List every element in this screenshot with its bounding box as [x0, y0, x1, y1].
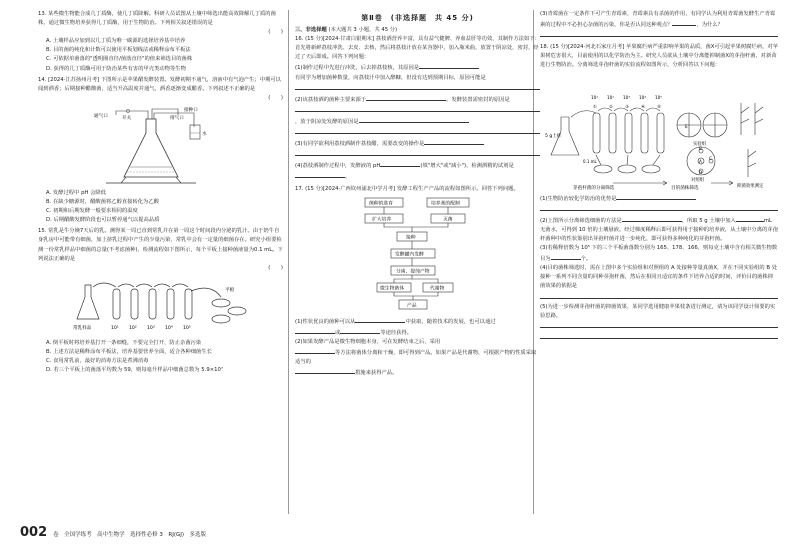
- answer-line: [295, 127, 540, 138]
- answer-blank[interactable]: [424, 138, 484, 145]
- answer-blank[interactable]: [295, 347, 335, 354]
- experiment-group-label: 实验组: [693, 141, 707, 147]
- question-13: [38, 10, 283, 74]
- answer-blank[interactable]: [540, 332, 778, 339]
- dilution-label: 10²: [607, 94, 615, 100]
- dilution-label: 10⁴: [639, 94, 647, 100]
- question-17-stem: 17. (15 分)[2024·广西钦州浦北中学月考] 发酵工程生产产品的流程如图所示。回答下列问题。: [295, 185, 519, 192]
- flow-node: 扩大培养: [371, 217, 391, 223]
- control-group-label: 对照组: [691, 177, 705, 183]
- page-number: 002: [20, 525, 48, 540]
- point-a-label: A: [699, 158, 702, 164]
- step-label: ①: [593, 104, 597, 110]
- dilution-label: 10¹: [110, 325, 119, 331]
- question-14-stem: 14. [2024·江苏扬州月考] 下图所示是苹果醋发酵装置。发酵初期不通气，溶液中有气泡产生；中期可以闻到酒香；后期接种醋酸菌，适当升高温度并通气，酒香逐渐变成醋香。下列叙述不正确的是: [38, 76, 281, 92]
- q17-part2c: 措施来获得产品。: [295, 367, 540, 378]
- vent-port-label: 通气口: [93, 113, 108, 119]
- answer-line: [295, 105, 540, 116]
- question-13-stem: 13. 某些微生物能合成几丁质酶，使几丁质降解。科研人员试图从土壤中筛选出能高效降解几丁质的菌株，通过微生物培养获得几丁质酶，用于生物防治。下列相关叙述错误的是: [38, 11, 276, 27]
- section-note: (本大题共 3 小题，共 45 分): [328, 27, 398, 34]
- q16-part3: (3)有同学欲利用荔枝酒制作荔枝醋，需要改变的操作是: [295, 138, 540, 149]
- step-label: ④: [641, 104, 645, 110]
- answer-blank[interactable]: [366, 94, 446, 101]
- answer-blank[interactable]: [622, 215, 682, 222]
- option-d: D. 获得的几丁质酶可用于防治某些有害的甲壳类动物等生物: [46, 65, 186, 72]
- volume-label: 0.1 mL: [583, 158, 597, 164]
- dilution-label: 10⁵: [182, 325, 191, 331]
- point-c-label: C: [709, 155, 712, 161]
- dilution-label: 10²: [128, 325, 137, 331]
- dilution-label: 10⁵: [655, 94, 663, 100]
- flow-node: 代谢物: [429, 286, 444, 292]
- answer-blank[interactable]: [295, 171, 345, 178]
- q18-part1: (1)生物防治较化学防治的优势是: [540, 193, 778, 204]
- q18-part3: (3)若稀释倍数为 10⁵ 下的三个平板菌落数分别为 165、178、166，则每克土壤中含有相关微生物数目为 个。: [540, 245, 778, 263]
- answer-blank[interactable]: [540, 30, 778, 37]
- q16-part4: (4)荔枝酒制作过程中，发酵液的 pH (填"增大"或"减小")，检测酒精的试剂是。: [295, 160, 540, 182]
- answer-blank[interactable]: [672, 19, 696, 26]
- flow-node: 培养基的配制: [430, 201, 460, 207]
- option-c: C. 初期和后期发酵一般要求相同的温度: [46, 208, 138, 215]
- answer-blank[interactable]: [540, 292, 778, 299]
- answer-blank[interactable]: [295, 367, 355, 374]
- water-label: 水: [201, 131, 207, 137]
- flow-node: 微生物菌体: [379, 286, 404, 292]
- fermentation-apparatus-figure: [86, 105, 236, 187]
- answer-line: [540, 204, 778, 215]
- question-16-stem: 16. (15 分)[2024·甘肃白银期末] 荔枝酒营养丰富，具有益气健脾、养血益肝等功效，其制作方法如下：首先将新鲜荔枝冲洗、去皮、去核，然后将荔枝汁放在某容器中，加入瓶米曲，放置于阴凉处，密封，经过了天后即成。回答下列问题：: [295, 36, 540, 61]
- point-e-label: E: [685, 123, 688, 129]
- option-b: B. 在缺少糖源时，醋酸菌将乙醇直接转化为乙酸: [46, 199, 159, 206]
- answer-blank[interactable]: [736, 215, 764, 222]
- answer-blank[interactable]: [295, 327, 335, 334]
- question-15-stem: 15. 常乳是牛分娩7天后的乳。测得某一周已直到常乳并在第一周这个时间段内分泌的乳汁。由于奶牛自身乳房中可能带有细菌，加上挤乳过程中产生的少量污染，常乳中会有一定量的细菌存在。研究小组要检测一份常乳样品中细菌的总量(不考虑菌种)，检测流程如下图所示，每个平板上接种菌液量为0.1 mL。下列说法正确的是: [38, 228, 283, 262]
- flow-node: 灭菌: [442, 217, 453, 223]
- dilution-label: 10³: [146, 325, 155, 331]
- target-strain-label: 目的菌株筛选: [671, 185, 699, 191]
- flow-node: 菌种的选育: [368, 201, 393, 207]
- exhaust-port-label: 排气口: [169, 115, 184, 121]
- q16-part2: (2)该荔枝酒的菌种主要来源于 。发酵装置需密封的原因是: [295, 94, 540, 105]
- q18-part2: (2)上图所示分离筛选细菌的方法是 ，所取 5 g 土壤中加入 mL 无菌水，可得到 10 倍的土壤悬液。经过梯度稀释后即可获得用于接种的培养液，从土壤中分离的芽孢杆菌种中的性状鉴别出芽孢杆菌并进一步纯化，即可获得多种纯化的芽孢杆菌。: [540, 215, 778, 244]
- answer-blank[interactable]: [295, 105, 540, 112]
- answer-blank[interactable]: [340, 327, 380, 334]
- answer-blank[interactable]: [295, 149, 540, 156]
- dilution-label: 10⁴: [164, 325, 173, 331]
- middle-column: [295, 10, 540, 380]
- section-heading: [295, 26, 540, 35]
- answer-blank[interactable]: [551, 253, 581, 260]
- dilution-label: 10³: [623, 94, 631, 100]
- flow-node: 发酵罐内发酵: [394, 252, 424, 258]
- option-a: A. 土壤样品应加到以几丁质为唯一碳源的选择培养基中培养: [46, 38, 186, 45]
- q17-part1c: 或 等途径获得。: [295, 327, 540, 338]
- plate-label: 平板: [224, 287, 234, 293]
- answer-paren: ( ): [268, 94, 283, 101]
- point-b-label: B: [699, 145, 702, 151]
- inoculation-port-label: 接种口: [183, 107, 198, 113]
- q17-part3: (3)青霉菌在一定条件下可产生青霉素，青霉素具有杀菌的作用，有同学认为利用青霉菌发酵生产青霉素的过程中不必担心杂菌的污染，你是否认同这种观点？ ，为什么？: [540, 11, 776, 29]
- page-footer: [20, 525, 206, 540]
- answer-line: [295, 149, 540, 160]
- q16-part1b: 有同学为增加菌种数量，向荔枝汁中加入酵糠，但没有达到预期目标，原因可能是: [295, 74, 486, 81]
- q18-part4: (4)目的菌株筛选时，需在上图中多个实验组和对照组的 A 处接种等量真菌X，并在不同实验组的 B 处接种一系列不同含量的同种芽孢杆菌，然后在相同且适宜的条件下培养合适的时间，评价目的菌株抑菌效果的依据是: [540, 265, 778, 290]
- option-d: D. 后期醋酸发酵阶段也可以暂停通气以提高品质: [46, 217, 160, 224]
- answer-line: [540, 30, 778, 41]
- answer-paren: ( ): [268, 29, 283, 36]
- switch-label: 开关: [121, 115, 131, 121]
- q17-part1: (1)性状优良的菌种可以从 中获取，随着技术的发展，也可以通过: [295, 316, 540, 327]
- question-17-continued: [540, 10, 778, 41]
- q17-part2: (2)如果发酵产品是微生物细胞本身，可在发酵结束之后，采用: [295, 338, 441, 345]
- option-c: C. 食用常乳前，最好的消毒方法是煮沸消毒: [46, 357, 149, 364]
- option-a: A. 倒平板时将培养基打开一条细缝，不要完全打开，防止杂菌污染: [46, 339, 202, 346]
- answer-blank[interactable]: [295, 127, 540, 134]
- option-c: C. 可依据单菌落的"透明圈直径/菌落直径"的值来筛选目的菌株: [46, 56, 193, 63]
- answer-blank[interactable]: [616, 193, 696, 200]
- soil-sample-label: 5 g土样: [545, 133, 562, 139]
- antibacterial-test-label: 抑菌效果测定: [737, 183, 764, 189]
- q16-part1: (1)制作过程中先进行冲洗，后去掉荔枝核，其原因是: [295, 62, 540, 73]
- left-column: [38, 10, 283, 377]
- answer-blank[interactable]: [355, 316, 405, 323]
- question-16: [295, 35, 540, 182]
- answer-blank[interactable]: [540, 204, 778, 211]
- flow-node: 产品: [406, 303, 417, 309]
- answer-blank[interactable]: [359, 116, 469, 123]
- right-column: [540, 10, 778, 345]
- q16-part2c: ，放于阴凉处发酵的原因是: [295, 116, 540, 127]
- column-divider: [288, 10, 289, 514]
- flow-node: 分离、提纯产物: [395, 269, 430, 275]
- option-a: A. 发酵过程中 pH 会降低: [46, 189, 106, 196]
- answer-blank[interactable]: [380, 160, 420, 167]
- bacillus-screening-figure: [543, 73, 775, 191]
- question-15: [38, 227, 283, 375]
- option-b: B. 目的菌的纯化和计数可以使用平板划线法或稀释涂布平板法: [46, 47, 191, 54]
- option-d: D. 若三个平板上的菌落平均数为 59，则每毫升样品中细菌总数为 5.9×10⁷: [46, 367, 223, 374]
- serial-dilution-figure: [71, 275, 251, 337]
- answer-blank[interactable]: [295, 83, 540, 90]
- q17-part2b: 等方法将菌体分离和干燥，即可得到产品。如果产品是代谢物，可根据产物的性质采取适当的: [295, 347, 540, 367]
- step-label: ③: [625, 104, 629, 110]
- step-label: ②: [609, 104, 613, 110]
- point-d-label: D: [699, 169, 703, 175]
- footer-text: 卷 全国学练考 高中生物学 选择性必修 3 RJ(GJ) 多选版: [53, 532, 207, 538]
- answer-line: [540, 292, 778, 303]
- answer-paren: ( ): [268, 264, 283, 271]
- step-label: ⑤: [657, 104, 661, 110]
- milk-sample-label: 常乳样品: [72, 325, 91, 331]
- answer-line: [540, 321, 778, 332]
- answer-blank[interactable]: [540, 321, 778, 328]
- flow-node: 接种: [405, 235, 416, 241]
- question-18-stem: 18. (15 分)[2024·河北石家庄月考] 苹果腐烂病严重影响苹果的品质，菌X可引起苹果树腐烂病，对苹果树危害很大，目前使用的以化学防治为主。研究人员欲从土壤中分离能抑制菌X的芽孢杆菌，对新苗进行生物防治。分离筛选芽孢杆菌的实验流程如图所示，分析回答以下问题：: [540, 44, 778, 69]
- answer-line: [295, 83, 540, 94]
- bacillus-separation-label: 芽孢杆菌的分离筛选: [573, 185, 615, 191]
- section-head: 三、非选择题: [295, 27, 327, 34]
- dilution-label: 10¹: [591, 94, 599, 100]
- question-18: [540, 43, 778, 343]
- answer-line: [540, 332, 778, 343]
- answer-blank[interactable]: [419, 62, 479, 69]
- question-14: [38, 76, 283, 226]
- q18-part5: (5)为进一步检测芽孢杆菌的抑菌效果，某同学选用健康苹果枝条进行测定，请为该同学设计简要的实验思路。: [540, 303, 776, 319]
- option-b: B. 上述方法是稀释涂布平板法，培养基要营养全面，适合各种细菌生长: [46, 348, 212, 355]
- section-title: 第Ⅱ卷 (非选择题 共 45 分): [361, 14, 474, 22]
- question-17: [295, 185, 540, 379]
- fermentation-flowchart: [343, 196, 493, 314]
